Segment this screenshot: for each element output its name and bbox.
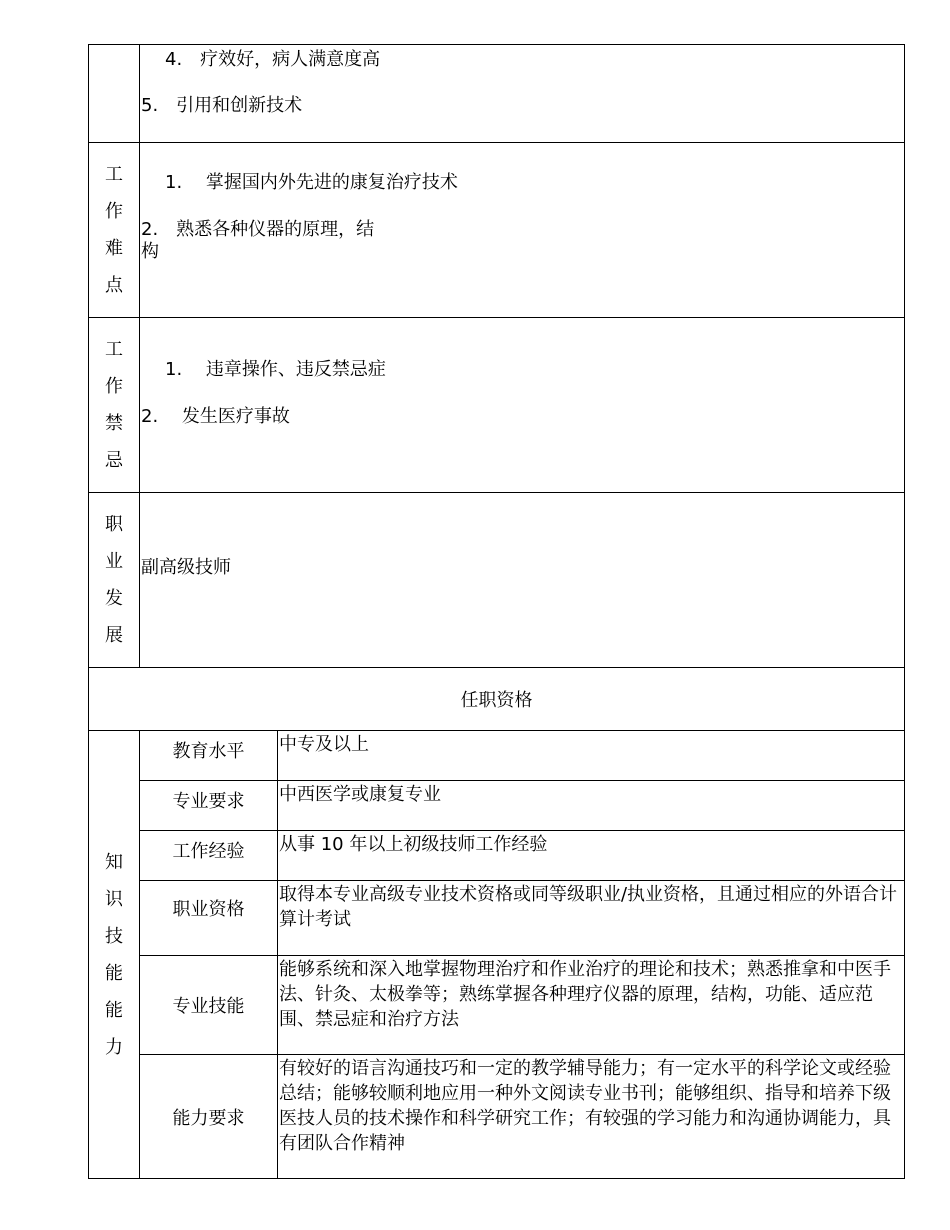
qual-row-skills [89,956,905,1055]
difficulty-item-2: 2. 熟悉各种仪器的原理，结构 [141,219,375,262]
top-block-label [89,45,140,143]
top-item-5: 5. 引用和创新技术 [141,95,303,116]
qualifications-title-row [89,668,905,731]
job-description-table [88,44,905,1179]
top-block-content [140,45,905,143]
qual-row-experience [89,831,905,881]
qual-value-ability: 有较好的语言沟通技巧和一定的教学辅导能力；有一定水平的科学论文或经验总结；能够较顺利地应用一种外文阅读专业书刊；能够组织、指导和培养下级医技人员的技术操作和科学研究工作；有较强的学习能力和沟通协调能力，具有团队合作精神 [278,1055,905,1179]
qual-label-ability: 能力要求 [140,1055,278,1179]
qual-label-experience: 工作经验 [140,831,278,881]
qual-value-education: 中专及以上 [278,731,905,781]
prohibitions-label: 工 作 禁 忌 [89,318,140,493]
qual-value-skills: 能够系统和深入地掌握物理治疗和作业治疗的理论和技术；熟悉推拿和中医手法、针灸、太极拳等；熟练掌握各种理疗仪器的原理，结构，功能、适应范围、禁忌症和治疗方法 [278,956,905,1055]
career-content [140,493,905,668]
career-label: 职 业 发 展 [89,493,140,668]
top-block-row [89,45,905,143]
difficulty-item-1: 1. 掌握国内外先进的康复治疗技术 [165,172,458,193]
qual-row-major [89,781,905,831]
qual-row-education [89,731,905,781]
top-item-4: 4. 疗效好，病人满意度高 [165,49,381,70]
career-value: 副高级技师 [141,557,231,578]
qual-row-ability [89,1055,905,1179]
knowledge-side-label: 知 识 技 能 能 力 [89,731,140,1179]
prohibition-item-1: 1. 违章操作、违反禁忌症 [165,359,386,380]
qual-value-certification: 取得本专业高级专业技术资格或同等级职业/执业资格，且通过相应的外语合计算计考试 [278,881,905,956]
qual-label-skills: 专业技能 [140,956,278,1055]
difficulties-label: 工 作 难 点 [89,143,140,318]
qualifications-title: 任职资格 [89,668,905,731]
qual-value-major: 中西医学或康复专业 [278,781,905,831]
difficulties-content [140,143,905,318]
qual-row-certification [89,881,905,956]
qual-label-education: 教育水平 [140,731,278,781]
career-row [89,493,905,668]
prohibitions-content [140,318,905,493]
prohibition-item-2: 2. 发生医疗事故 [141,406,290,427]
qual-value-experience: 从事 10 年以上初级技师工作经验 [278,831,905,881]
difficulties-row [89,143,905,318]
prohibitions-row [89,318,905,493]
qual-label-certification: 职业资格 [140,881,278,956]
qual-label-major: 专业要求 [140,781,278,831]
